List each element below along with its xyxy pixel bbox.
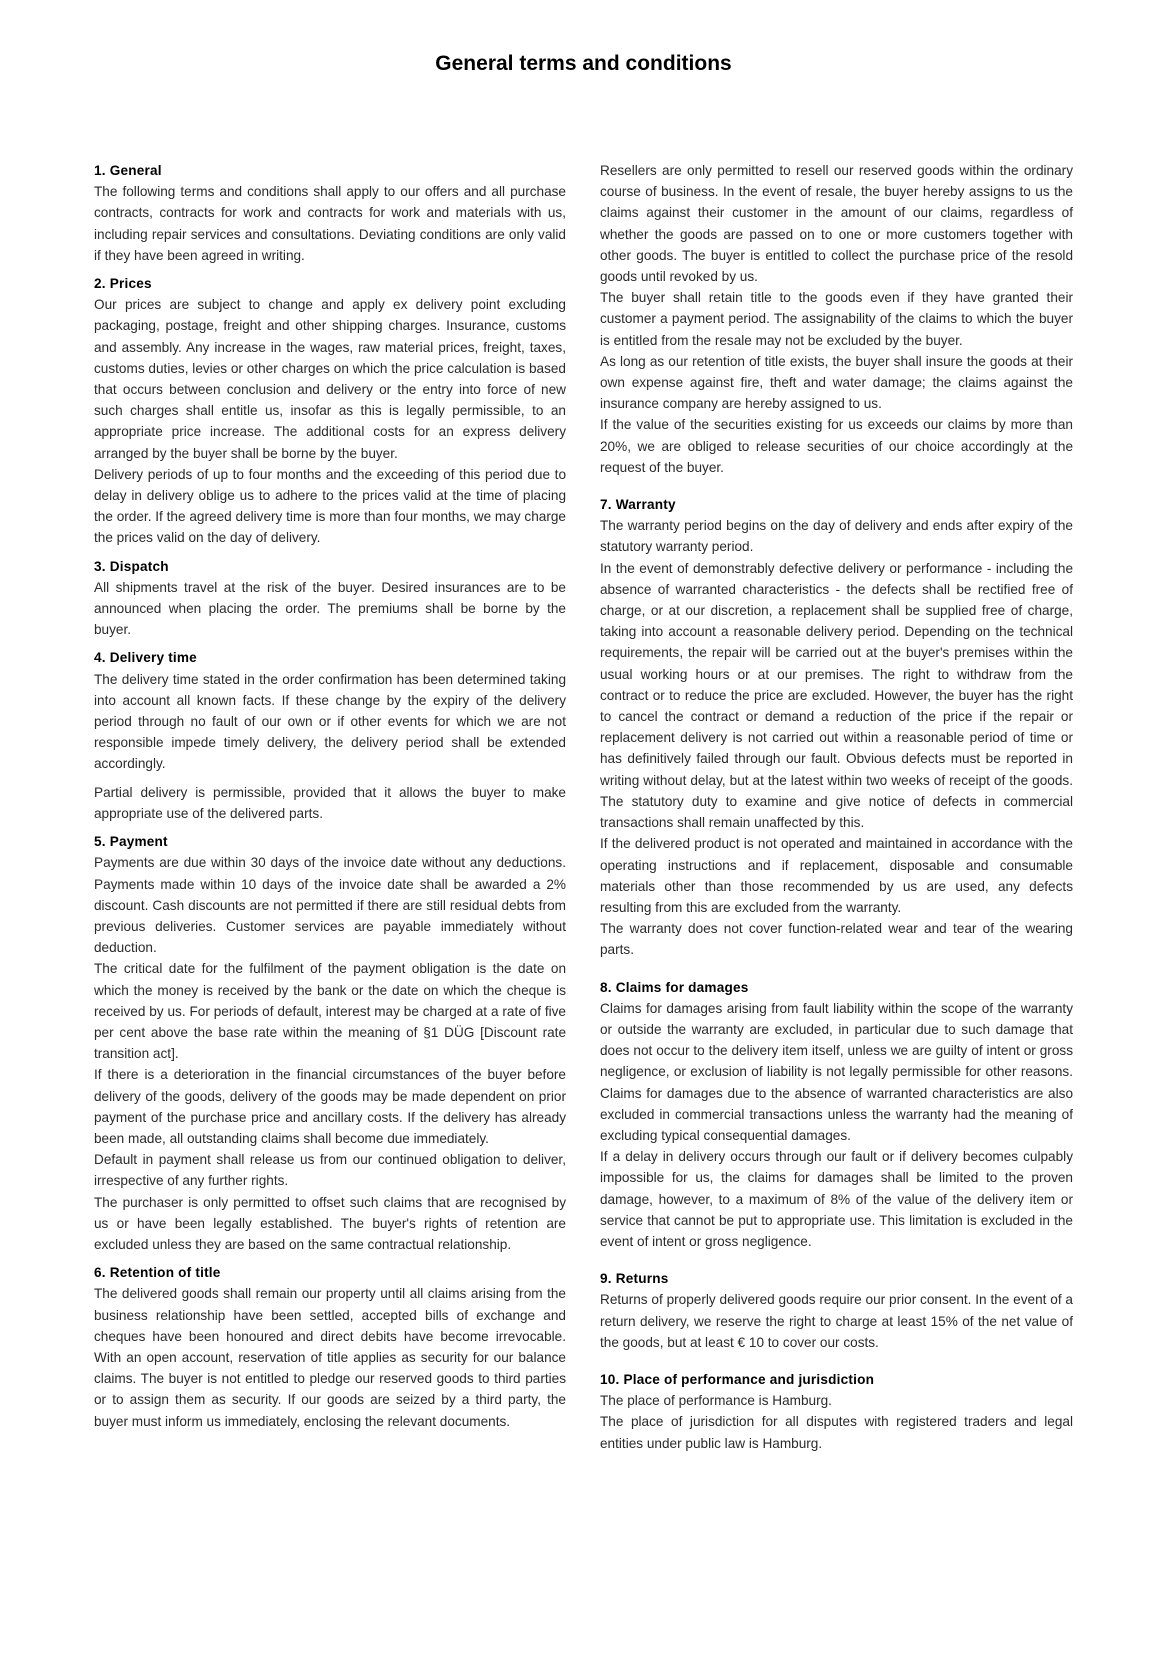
section-paragraph: Partial delivery is permissible, provided that it allows the buyer to make appropriate use of the delivered parts. (94, 784, 566, 821)
section-heading: 6. Retention of title (94, 1265, 221, 1281)
section-heading: 4. Delivery time (94, 650, 197, 666)
section-dispatch (94, 556, 566, 641)
section-returns (600, 1268, 1073, 1353)
section-paragraph: The buyer shall retain title to the goods even if they have granted their customer a payment period. The assignability of the claims to which the buyer is entitled from the resale may not be excluded by the buyer. (600, 290, 1073, 348)
section-claims-for-damages (600, 977, 1073, 1253)
section-paragraph: As long as our retention of title exists, the buyer shall insure the goods at their own expense against fire, theft and water damage; the claims against the insurance company are hereby assigned to us. (600, 353, 1073, 412)
section-heading: 7. Warranty (600, 497, 676, 513)
section-paragraph: If there is a deterioration in the financial circumstances of the buyer before delivery of the goods, delivery of the goods may be made dependent on prior payment of the purchase price and ancillary costs. If the delivery has already been made, all outstanding claims shall become due immediately. (94, 1067, 566, 1146)
section-paragraph: The critical date for the fulfilment of the payment obligation is the date on which the money is received by the bank or the date on which the cheque is received by us. For periods of default, interest may be charged at a rate of five per cent above the base rate within the meaning of §1 DÜG [Discount rate transition act]. (94, 961, 566, 1062)
section-paragraph: All shipments travel at the risk of the buyer. Desired insurances are to be announced when placing the order. The premiums shall be borne by the buyer. (94, 579, 566, 638)
section-paragraph: The delivered goods shall remain our property until all claims arising from the business relationship have been settled, accepted bills of exchange and cheques have been honoured and direct debits have become irrevocable. With an open account, reservation of title applies as security for our balance claims. The buyer is not entitled to pledge our reserved goods to third parties or to assign them as security. If our goods are seized by a third party, the buyer must inform us immediately, enclosing the relevant documents. (94, 1286, 566, 1429)
section-retention-continued (600, 160, 1073, 478)
section-paragraph: Payments are due within 30 days of the invoice date without any deductions. Payments made within 10 days of the invoice date shall be awarded a 2% discount. Cash discounts are not permitted if there are still residual debts from previous deliveries. Customer services are payable immediately without deduction. (94, 855, 566, 956)
section-paragraph: In the event of demonstrably defective delivery or performance - including the absence of warranted characteristics - the defects shall be rectified free of charge, or at our discretion, a replacement shall be supplied free of charge, taking into account a reasonable delivery period. Depending on the technical requirements, the repair will be carried out at the buyer's premises within the usual working hours or at our premises. The right to withdraw from the contract or to reduce the price are excluded. However, the buyer has the right to cancel the contract or demand a reduction of the price if the repair or replacement delivery is not carried out within a reasonable period of time or has definitively failed through our fault. Obvious defects must be reported in writing without delay, but at the latest within two weeks of receipt of the goods. The statutory duty to examine and give notice of defects in commercial transactions shall remain unaffected by this. (600, 560, 1073, 831)
section-paragraph: The place of jurisdiction for all disputes with registered traders and legal entities under public law is Hamburg. (600, 1414, 1073, 1451)
section-paragraph: If the value of the securities existing for us exceeds our claims by more than 20%, we are obliged to release securities of our choice accordingly at the request of the buyer. (600, 417, 1073, 475)
section-general (94, 160, 566, 266)
section-paragraph: The warranty period begins on the day of delivery and ends after expiry of the statutory warranty period. (600, 518, 1073, 555)
section-warranty (600, 494, 1073, 960)
section-paragraph: Claims for damages arising from fault liability within the scope of the warranty or outside the warranty are excluded, in particular due to such damage that does not occur to the delivery item itself, unless we are guilty of intent or gross negligence, or exclusion of liability is not legally permissible for other reasons. Claims for damages due to the absence of warranted characteristics are also excluded in commercial transactions unless the warranty had the meaning of excluding typical consequential damages. (600, 1000, 1073, 1143)
section-payment (94, 831, 566, 1255)
section-paragraph: The following terms and conditions shall apply to our offers and all purchase contracts, contracts for work and contracts for work and materials with us, including repair services and consultations. Deviating conditions are only valid if they have been agreed in writing. (94, 184, 566, 263)
section-paragraph: The purchaser is only permitted to offset such claims that are recognised by us or have been legally established. The buyer's rights of retention are excluded unless they are based on the same contractual relationship. (94, 1194, 566, 1252)
section-retention-of-title (94, 1262, 566, 1432)
section-paragraph: The warranty does not cover function-related wear and tear of the wearing parts. (600, 921, 1073, 958)
section-heading: 2. Prices (94, 276, 152, 292)
section-place-of-performance (600, 1369, 1073, 1454)
left-column (94, 160, 566, 1432)
section-paragraph: If a delay in delivery occurs through our fault or if delivery becomes culpably impossible for us, the claims for damages shall be limited to the proven damage, however, to a maximum of 8% of the value of the delivery item or service that cannot be put to appropriate use. This limitation is excluded in the event of intent or gross negligence. (600, 1149, 1073, 1249)
section-delivery-time (94, 647, 566, 824)
section-prices (94, 273, 566, 549)
section-heading: 9. Returns (600, 1271, 669, 1287)
section-paragraph: Our prices are subject to change and apply ex delivery point excluding packaging, postage, freight and other shipping charges. Insurance, customs and assembly. Any increase in the wages, raw material prices, freight, taxes, customs duties, levies or other charges on which the price calculation is based that occurs between conclusion and delivery or the entry into force of new such charges shall entitle us, insofar as this is legally permissible, to an appropriate price increase. The additional costs for an express delivery arranged by the buyer shall be borne by the buyer. (94, 297, 566, 461)
section-paragraph: If the delivered product is not operated and maintained in accordance with the operating instructions and if replacement, disposable and consumable materials other than those recommended by us are used, any defects resulting from this are excluded from the warranty. (600, 836, 1073, 915)
section-paragraph: Returns of properly delivered goods require our prior consent. In the event of a return delivery, we reserve the right to charge at least 15% of the net value of the goods, but at least € 10 to cover our costs. (600, 1292, 1073, 1350)
section-paragraph: Delivery periods of up to four months and the exceeding of this period due to delay in delivery oblige us to adhere to the prices valid at the time of placing the order. If the agreed delivery time is more than four months, we may charge the prices valid on the day of delivery. (94, 466, 566, 546)
section-heading: 1. General (94, 163, 162, 178)
page-title: General terms and conditions (435, 52, 732, 75)
section-heading: 5. Payment (94, 834, 168, 850)
section-heading: 8. Claims for damages (600, 979, 749, 995)
section-heading: 10. Place of performance and jurisdiction (600, 1371, 875, 1387)
section-paragraph: The place of performance is Hamburg. (600, 1393, 832, 1409)
section-heading: 3. Dispatch (94, 558, 169, 574)
section-paragraph: Resellers are only permitted to resell our reserved goods within the ordinary course of business. In the event of resale, the buyer hereby assigns to us the claims against their customer in the amount of our claims, regardless of whether the goods are passed on to one or more customers together with other goods. The buyer is entitled to collect the purchase price of the resold goods until revoked by us. (600, 163, 1073, 285)
right-column (600, 160, 1073, 1454)
section-paragraph: Default in payment shall release us from our continued obligation to deliver, irrespective of any further rights. (94, 1152, 566, 1189)
section-paragraph: The delivery time stated in the order confirmation has been determined taking into account all known facts. If these change by the expiry of the delivery period through no fault of our own or if other events for which we are not responsible impede timely delivery, the delivery period shall be extended accordingly. (94, 671, 566, 772)
